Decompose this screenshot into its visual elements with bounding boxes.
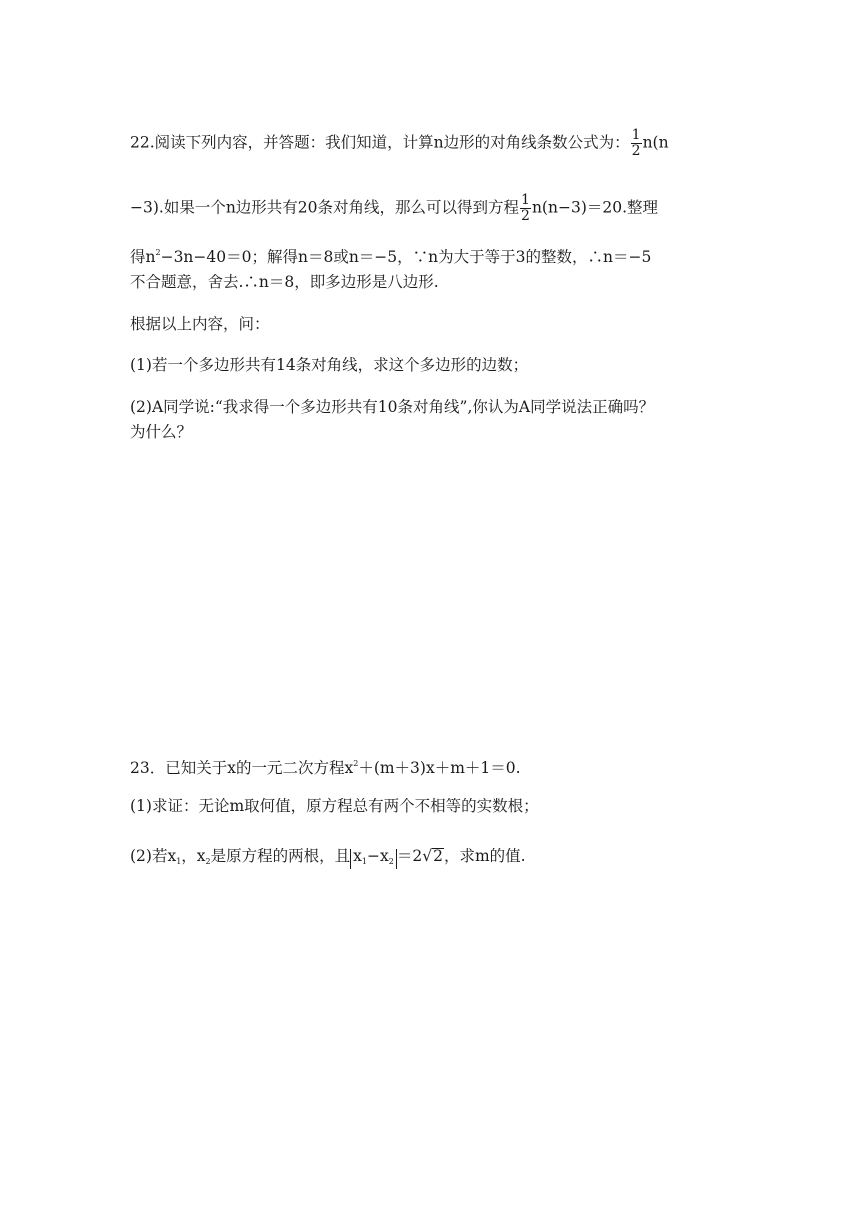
fraction-denominator: 2 bbox=[521, 208, 530, 224]
superscript: 2 bbox=[353, 759, 359, 768]
square-root bbox=[422, 846, 444, 866]
q22-line-5-text: 根据以上内容，问： bbox=[130, 315, 270, 333]
q22-line-5 bbox=[130, 314, 270, 334]
q22-line-2-text: −3).如果一个n边形共有20条对角线，那么可以得到方程 bbox=[130, 198, 520, 217]
fraction-one-half bbox=[520, 193, 531, 224]
q23-part-2 bbox=[130, 846, 526, 872]
q23-part-2-text-b: ，x bbox=[181, 847, 206, 865]
subscript: 2 bbox=[388, 857, 394, 866]
radicand: 2 bbox=[433, 847, 443, 865]
q22-line-3-text-b: −3n−40＝0；解得n＝8或n＝−5，∵n为大于等于3的整数，∴n＝−5 bbox=[160, 248, 652, 266]
q22-part-2-text-b: 为什么？ bbox=[130, 423, 193, 441]
subscript: 2 bbox=[205, 857, 211, 866]
q22-part-1 bbox=[130, 355, 528, 375]
superscript: 2 bbox=[155, 248, 161, 257]
q22-equation-text: n(n−3)＝20.整理 bbox=[531, 198, 659, 217]
q22-part-1-text: (1)若一个多边形共有14条对角线，求这个多边形的边数； bbox=[130, 356, 529, 374]
q22-part-2-line-2 bbox=[130, 422, 192, 442]
fraction-numerator: 1 bbox=[631, 127, 641, 143]
absolute-value bbox=[350, 849, 397, 869]
q23-part-2-text-d: ＝2 bbox=[396, 847, 423, 865]
q22-line-3 bbox=[130, 243, 651, 267]
q23-part-2-text-a: (2)若x bbox=[130, 847, 177, 865]
subscript: 1 bbox=[176, 857, 182, 866]
subscript: 1 bbox=[361, 857, 367, 866]
q22-line-3-text-a: 得n bbox=[130, 248, 156, 266]
q23-intro-text-a: 23．已知关于x的一元二次方程x bbox=[130, 759, 354, 777]
fraction-one-half bbox=[631, 128, 642, 159]
q23-part-2-text-e: ，求m的值. bbox=[443, 847, 526, 865]
q22-line-4-text: 不合题意，舍去.∴n＝8，即多边形是八边形. bbox=[130, 273, 439, 291]
q22-line-2 bbox=[130, 193, 658, 224]
q22-part-2-text-a: (2)A同学说:“我求得一个多边形共有10条对角线”,你认为A同学说法正确吗？ bbox=[130, 398, 655, 416]
q22-part-2-line-1 bbox=[130, 397, 654, 417]
q23-intro-text-b: ＋(m＋3)x＋m＋1＝0. bbox=[358, 759, 521, 777]
fraction-denominator: 2 bbox=[631, 143, 641, 159]
q23-part-2-text-c: 是原方程的两根，且 bbox=[210, 847, 351, 865]
q23-part-1-text: (1)求证：无论m取何值，原方程总有两个不相等的实数根； bbox=[130, 797, 539, 815]
q23-part-1 bbox=[130, 796, 539, 816]
q22-line-1 bbox=[130, 128, 669, 159]
abs-text-b: −x bbox=[367, 847, 389, 865]
q22-line-4 bbox=[130, 272, 439, 292]
q22-formula-tail: n(n bbox=[642, 133, 669, 152]
abs-text-a: x bbox=[353, 847, 362, 865]
q22-intro-text: 22.阅读下列内容，并答题：我们知道，计算n边形的对角线条数公式为： bbox=[130, 133, 630, 152]
q23-line-1 bbox=[130, 754, 521, 778]
radical-sign: √ bbox=[422, 847, 433, 865]
fraction-numerator: 1 bbox=[521, 192, 530, 208]
